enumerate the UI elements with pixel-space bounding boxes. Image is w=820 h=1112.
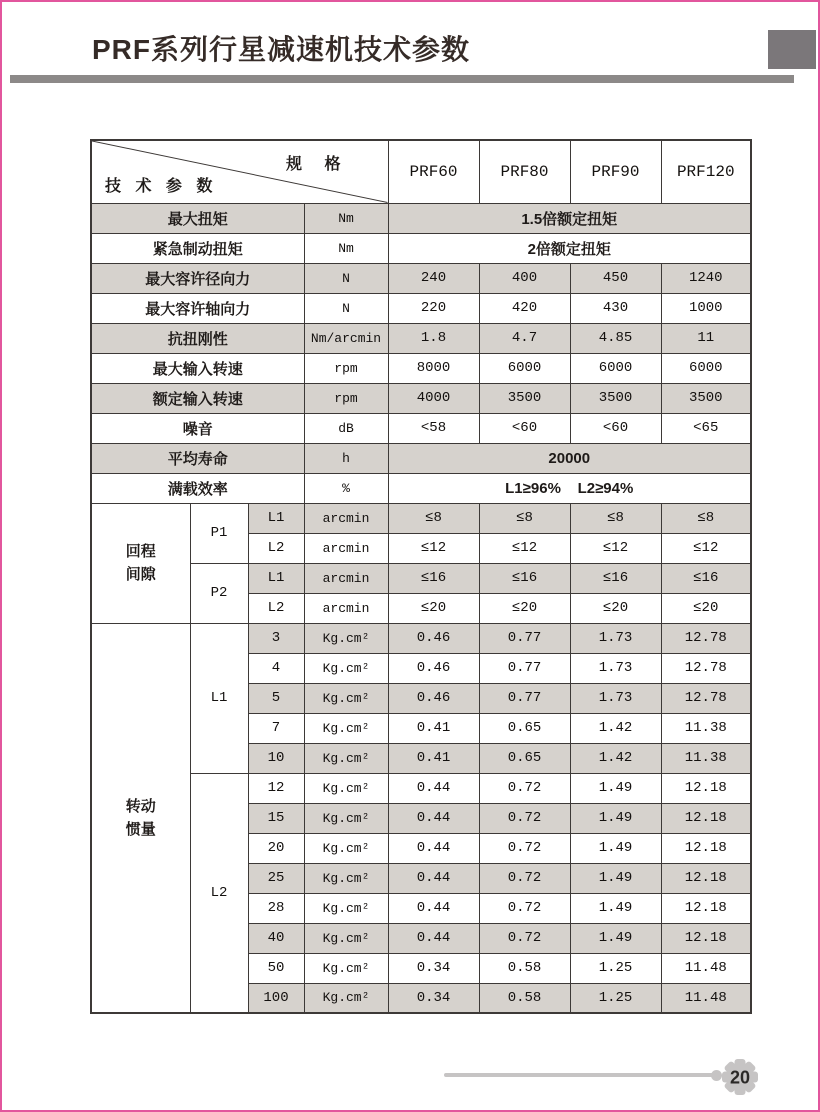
- table-row: [91, 773, 751, 803]
- value-cell: 240: [388, 263, 479, 293]
- value-cell: 3500: [661, 383, 751, 413]
- value-cell: 12.18: [661, 923, 751, 953]
- value-cell: 0.34: [388, 953, 479, 983]
- precision-grade-cell: P2: [190, 563, 248, 623]
- value-cell: 12.18: [661, 833, 751, 863]
- model-header-prf80: PRF80: [479, 140, 570, 203]
- footer-divider-line: [444, 1073, 714, 1077]
- value-cell: ≤16: [570, 563, 661, 593]
- table-row: [91, 623, 751, 653]
- value-cell-merged: 1.5倍额定扭矩: [388, 203, 751, 233]
- value-cell: 0.44: [388, 773, 479, 803]
- value-cell: ≤20: [388, 593, 479, 623]
- value-cell: 0.77: [479, 653, 570, 683]
- param-name-cell: 抗扭刚性: [91, 323, 304, 353]
- spec-table: [90, 139, 752, 1014]
- value-cell: 12.18: [661, 803, 751, 833]
- table-row: [91, 563, 751, 593]
- value-cell: 220: [388, 293, 479, 323]
- ratio-cell: 3: [248, 623, 304, 653]
- unit-cell: Kg.cm²: [304, 863, 388, 893]
- param-name-cell: 额定输入转速: [91, 383, 304, 413]
- unit-cell: dB: [304, 413, 388, 443]
- value-cell: 6000: [570, 353, 661, 383]
- value-cell: 1.73: [570, 653, 661, 683]
- value-cell: 420: [479, 293, 570, 323]
- value-cell: ≤8: [479, 503, 570, 533]
- value-cell: 0.44: [388, 803, 479, 833]
- unit-cell: Kg.cm²: [304, 713, 388, 743]
- title-underline-bar: [10, 75, 794, 83]
- table-row: [91, 413, 751, 443]
- value-cell: 0.46: [388, 653, 479, 683]
- value-cell: 11.48: [661, 953, 751, 983]
- value-cell: 0.72: [479, 773, 570, 803]
- page-number: 20: [729, 1067, 751, 1088]
- stage-group-cell: L1: [190, 623, 248, 773]
- unit-cell: arcmin: [304, 563, 388, 593]
- unit-cell: N: [304, 263, 388, 293]
- stage-cell: L1: [248, 503, 304, 533]
- value-cell: 1.8: [388, 323, 479, 353]
- value-cell: <65: [661, 413, 751, 443]
- unit-cell: %: [304, 473, 388, 503]
- value-cell: 0.44: [388, 923, 479, 953]
- value-cell: ≤12: [661, 533, 751, 563]
- value-cell: ≤16: [388, 563, 479, 593]
- stage-cell: L2: [248, 593, 304, 623]
- value-cell: ≤20: [479, 593, 570, 623]
- table-row: [91, 203, 751, 233]
- ratio-cell: 28: [248, 893, 304, 923]
- value-cell: 0.41: [388, 713, 479, 743]
- value-cell: 11.38: [661, 743, 751, 773]
- unit-cell: h: [304, 443, 388, 473]
- corner-accent-block: [768, 30, 816, 69]
- unit-cell: Kg.cm²: [304, 983, 388, 1013]
- value-cell: 12.78: [661, 653, 751, 683]
- ratio-cell: 25: [248, 863, 304, 893]
- value-cell: 3500: [479, 383, 570, 413]
- value-cell: 6000: [661, 353, 751, 383]
- param-axis-label: 技 术 参 数: [105, 177, 218, 195]
- value-cell: ≤12: [570, 533, 661, 563]
- param-name-cell: 最大输入转速: [91, 353, 304, 383]
- value-cell: 450: [570, 263, 661, 293]
- table-row: [91, 323, 751, 353]
- value-cell: 1.42: [570, 743, 661, 773]
- value-cell: ≤12: [388, 533, 479, 563]
- value-cell: 4.7: [479, 323, 570, 353]
- table-row: [91, 503, 751, 533]
- value-cell-merged: 20000: [388, 443, 751, 473]
- param-name-cell: 最大扭矩: [91, 203, 304, 233]
- unit-cell: Kg.cm²: [304, 803, 388, 833]
- model-header-prf90: PRF90: [570, 140, 661, 203]
- value-cell: 11.48: [661, 983, 751, 1013]
- stage-cell: L2: [248, 533, 304, 563]
- value-cell: <60: [479, 413, 570, 443]
- ratio-cell: 4: [248, 653, 304, 683]
- value-cell: 1.49: [570, 863, 661, 893]
- unit-cell: arcmin: [304, 533, 388, 563]
- unit-cell: Kg.cm²: [304, 773, 388, 803]
- value-cell: ≤16: [661, 563, 751, 593]
- value-cell: 11.38: [661, 713, 751, 743]
- value-cell: ≤20: [570, 593, 661, 623]
- backlash-section-label: 回程 间隙: [91, 503, 190, 623]
- unit-cell: Kg.cm²: [304, 623, 388, 653]
- table-row: [91, 293, 751, 323]
- value-cell: 1000: [661, 293, 751, 323]
- model-header-prf60: PRF60: [388, 140, 479, 203]
- unit-cell: Nm: [304, 203, 388, 233]
- unit-cell: rpm: [304, 353, 388, 383]
- value-cell: ≤8: [388, 503, 479, 533]
- value-cell: 0.46: [388, 683, 479, 713]
- value-cell: 0.77: [479, 623, 570, 653]
- value-cell: 4.85: [570, 323, 661, 353]
- value-cell: 0.72: [479, 803, 570, 833]
- diagonal-header-cell: [91, 140, 388, 203]
- unit-cell: arcmin: [304, 503, 388, 533]
- value-cell: 1.73: [570, 683, 661, 713]
- stage-group-cell: L2: [190, 773, 248, 1013]
- ratio-cell: 50: [248, 953, 304, 983]
- unit-cell: Kg.cm²: [304, 683, 388, 713]
- value-cell-merged: 2倍额定扭矩: [388, 233, 751, 263]
- inertia-section-label: 转动 惯量: [91, 623, 190, 1013]
- stage-cell: L1: [248, 563, 304, 593]
- value-cell: 1.49: [570, 923, 661, 953]
- gear-icon: [717, 1054, 763, 1100]
- unit-cell: Kg.cm²: [304, 953, 388, 983]
- param-name-cell: 噪音: [91, 413, 304, 443]
- value-cell: 0.72: [479, 893, 570, 923]
- unit-cell: rpm: [304, 383, 388, 413]
- value-cell: <58: [388, 413, 479, 443]
- value-cell: 0.72: [479, 923, 570, 953]
- param-name-cell: 最大容许轴向力: [91, 293, 304, 323]
- unit-cell: Nm: [304, 233, 388, 263]
- value-cell: 0.65: [479, 743, 570, 773]
- value-cell: ≤12: [479, 533, 570, 563]
- value-cell: 0.72: [479, 833, 570, 863]
- value-cell: 400: [479, 263, 570, 293]
- value-cell: 1.49: [570, 773, 661, 803]
- value-cell: 0.65: [479, 713, 570, 743]
- value-cell: <60: [570, 413, 661, 443]
- value-cell: 1.49: [570, 893, 661, 923]
- unit-cell: N: [304, 293, 388, 323]
- table-row: [91, 263, 751, 293]
- ratio-cell: 15: [248, 803, 304, 833]
- table-row: [91, 383, 751, 413]
- value-cell: 1.25: [570, 983, 661, 1013]
- ratio-cell: 5: [248, 683, 304, 713]
- value-cell: 1240: [661, 263, 751, 293]
- value-cell: 0.46: [388, 623, 479, 653]
- value-cell: 0.72: [479, 863, 570, 893]
- table-header-row: [91, 140, 751, 203]
- unit-cell: Nm/arcmin: [304, 323, 388, 353]
- table-row: [91, 443, 751, 473]
- unit-cell: Kg.cm²: [304, 893, 388, 923]
- value-cell: 12.78: [661, 683, 751, 713]
- ratio-cell: 100: [248, 983, 304, 1013]
- value-cell: 0.77: [479, 683, 570, 713]
- ratio-cell: 12: [248, 773, 304, 803]
- unit-cell: arcmin: [304, 593, 388, 623]
- table-row: [91, 473, 751, 503]
- page-title: PRF系列行星减速机技术参数: [92, 34, 471, 65]
- value-cell: 1.25: [570, 953, 661, 983]
- value-cell: ≤20: [661, 593, 751, 623]
- ratio-cell: 7: [248, 713, 304, 743]
- value-cell: 0.44: [388, 863, 479, 893]
- value-cell: 0.34: [388, 983, 479, 1013]
- spec-axis-label: 规 格: [286, 156, 350, 173]
- value-cell: 6000: [479, 353, 570, 383]
- value-cell: 0.44: [388, 893, 479, 923]
- unit-cell: Kg.cm²: [304, 743, 388, 773]
- value-cell: 1.49: [570, 833, 661, 863]
- unit-cell: Kg.cm²: [304, 923, 388, 953]
- ratio-cell: 20: [248, 833, 304, 863]
- unit-cell: Kg.cm²: [304, 653, 388, 683]
- value-cell: 0.44: [388, 833, 479, 863]
- param-name-cell: 紧急制动扭矩: [91, 233, 304, 263]
- value-cell: 12.18: [661, 863, 751, 893]
- value-cell: 12.18: [661, 893, 751, 923]
- ratio-cell: 40: [248, 923, 304, 953]
- table-row: [91, 353, 751, 383]
- precision-grade-cell: P1: [190, 503, 248, 563]
- value-cell: 3500: [570, 383, 661, 413]
- value-cell: ≤8: [570, 503, 661, 533]
- value-cell-merged: L1≥96% L2≥94%: [388, 473, 751, 503]
- model-header-prf120: PRF120: [661, 140, 751, 203]
- unit-cell: Kg.cm²: [304, 833, 388, 863]
- param-name-cell: 满载效率: [91, 473, 304, 503]
- value-cell: 8000: [388, 353, 479, 383]
- value-cell: 430: [570, 293, 661, 323]
- value-cell: 4000: [388, 383, 479, 413]
- value-cell: 1.42: [570, 713, 661, 743]
- param-name-cell: 平均寿命: [91, 443, 304, 473]
- param-name-cell: 最大容许径向力: [91, 263, 304, 293]
- value-cell: 11: [661, 323, 751, 353]
- table-row: [91, 233, 751, 263]
- value-cell: 12.18: [661, 773, 751, 803]
- value-cell: 12.78: [661, 623, 751, 653]
- value-cell: 0.58: [479, 953, 570, 983]
- value-cell: 1.73: [570, 623, 661, 653]
- value-cell: ≤8: [661, 503, 751, 533]
- value-cell: ≤16: [479, 563, 570, 593]
- value-cell: 1.49: [570, 803, 661, 833]
- value-cell: 0.41: [388, 743, 479, 773]
- value-cell: 0.58: [479, 983, 570, 1013]
- ratio-cell: 10: [248, 743, 304, 773]
